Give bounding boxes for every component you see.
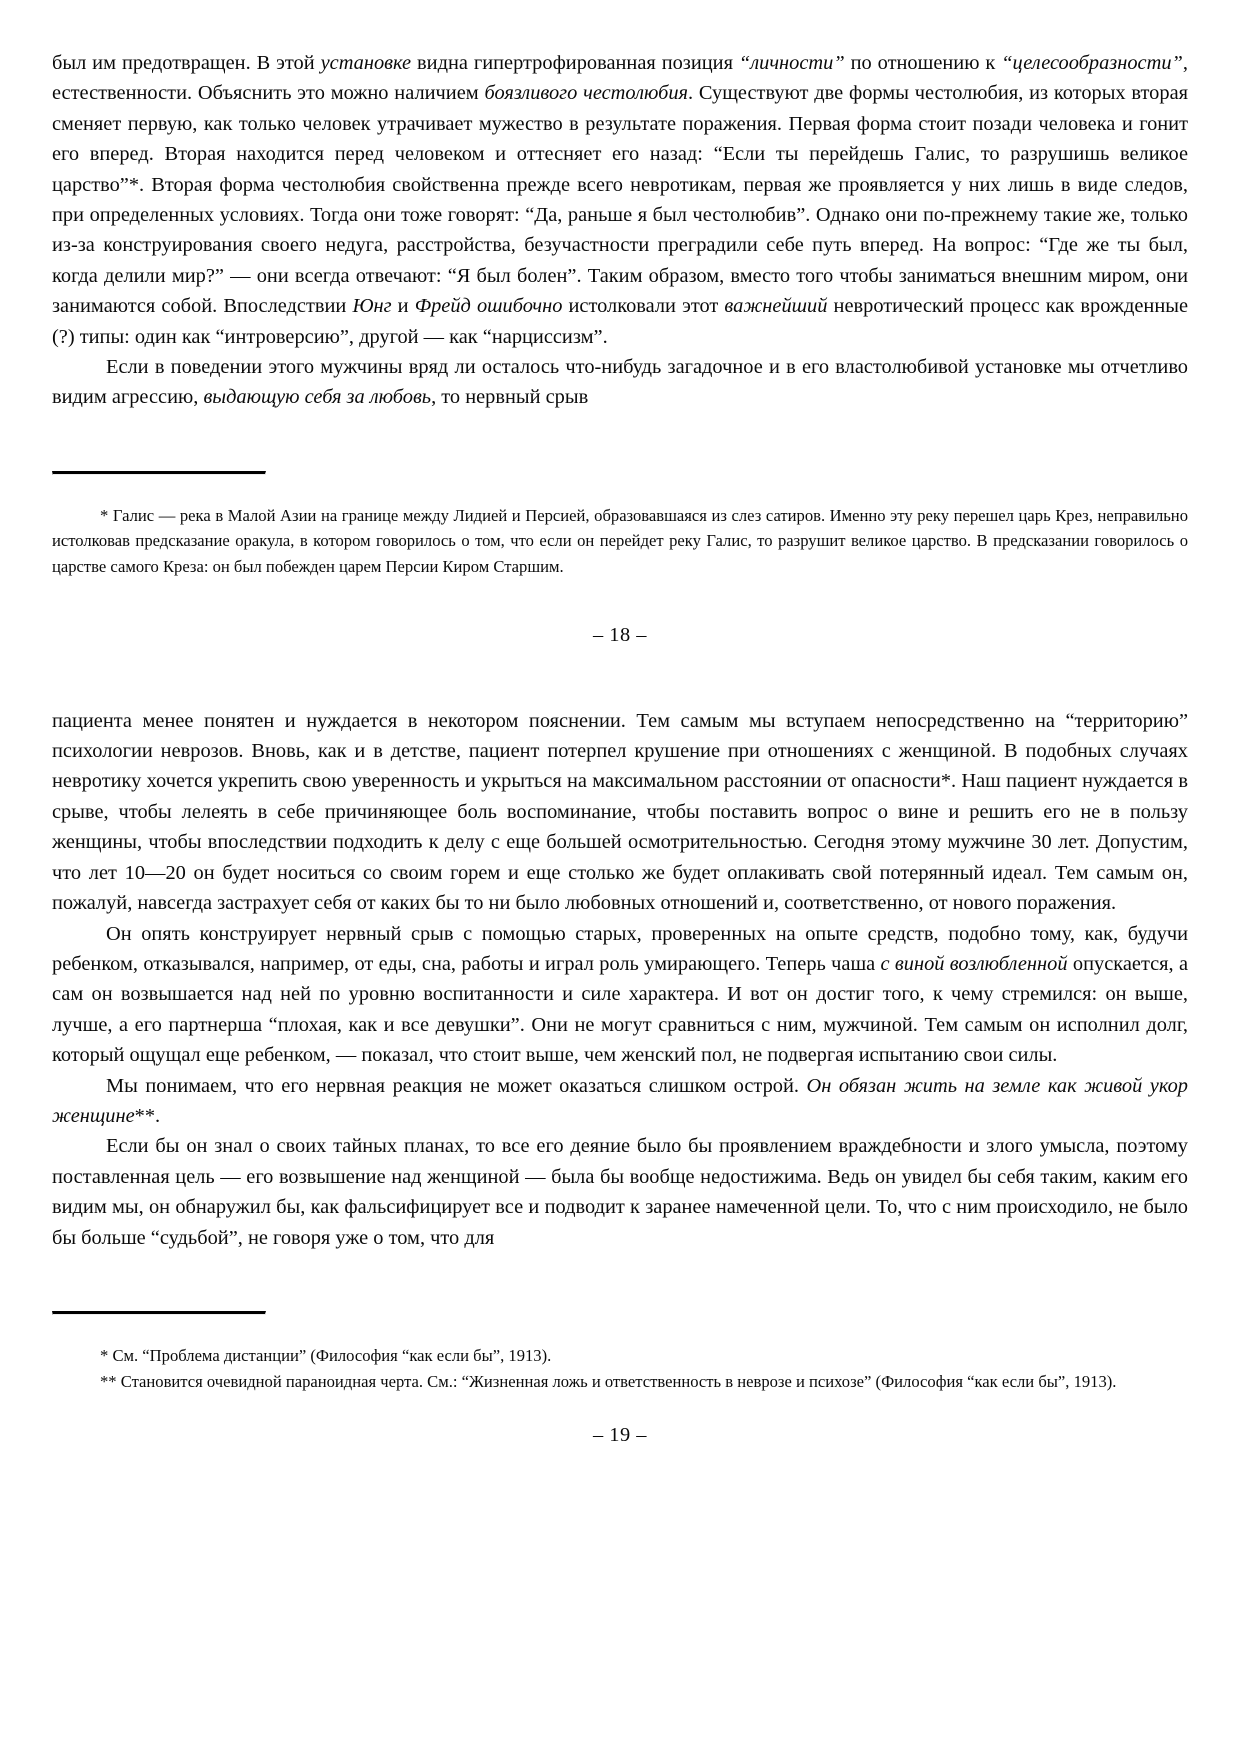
emphasis-run: “целесообразности”: [1001, 52, 1183, 74]
footnote-item: * Галис — река в Малой Азии на границе между Лидией и Персией, образовавшаяся из слез сатиров. Именно эту реку перешел царь Крез, неправильно истолковав предсказание оракула, в котором говорилось о том, что если он перейдет реку Галис, то разрушит великое царство. В предсказании говорилось о царстве самого Креза: он был побежден царем Персии Киром Старшим.: [52, 505, 1188, 577]
text-run: , естественности. Объяснить это можно наличием: [52, 52, 1188, 105]
page-number: – 18 –: [593, 623, 647, 646]
spacer: [52, 648, 1188, 706]
paragraph: [52, 706, 1188, 919]
emphasis-run: Юнг: [352, 295, 392, 318]
spacer: [52, 1315, 1188, 1343]
spacer: [52, 475, 1188, 503]
page-18-section: [52, 48, 1188, 648]
page-19-section: [52, 706, 1188, 1449]
paragraph: [52, 48, 1188, 352]
text-run: невротический процесс как врожденные (?) типы: один как “интроверсию”, другой — как “нарциссизм”.: [52, 295, 1188, 348]
emphasis-run: боязливого честолюбия: [484, 82, 689, 105]
emphasis-run: Он обязан жить на земле как живой укор женщине: [52, 1074, 1188, 1127]
page-content-column: [52, 48, 1188, 1448]
text-run: опускается, а сам он возвышается над ней по уровню воспитанности и силе характера. И вот он достиг того, к чему стремился: он выше, лучше, а его партнерша “плохая, как и все девушки”. Они не могут сравниться с ним, мужчиной. Тем самым он исполнил долг, который ощущал еще ребенком, — показал, что стоит выше, чем женский пол, не подвергая испытанию свои силы.: [52, 952, 1189, 1067]
emphasis-run: с виной возлюбленной: [880, 952, 1068, 975]
footnote-item: * См. “Проблема дистанции” (Философия “как если бы”, 1913).: [100, 1345, 552, 1365]
emphasis-run: Фрейд ошибочно: [414, 295, 563, 318]
footnote-item: ** Становится очевидной параноидная черта. См.: “Жизненная ложь и ответственность в неврозе и психозе” (Философия “как если бы”, 1913).: [100, 1371, 1117, 1391]
text-run: **.: [134, 1104, 161, 1127]
spacer: [52, 580, 1188, 622]
emphasis-run: “личности”: [738, 52, 845, 74]
text-run: истолковали этот: [562, 295, 725, 318]
text-run: Если в поведении этого мужчины вряд ли осталось что-нибудь загадочное и в его властолюбивой установке мы отчетливо видим агрессию,: [52, 356, 1188, 409]
text-run: Если бы он знал о своих тайных планах, то все его деяние было бы проявлением враждебности и злого умысла, поэтому поставленная цель — его возвышение над женщиной — была бы вообще недостижима. Ведь он увидел бы себя таким, каким его видим мы, он обнаружил бы, как фальсифицирует все и подводит к заранее намеченной цели. То, что с ним происходило, не было бы больше “судьбой”, не говоря уже о том, что для: [52, 1135, 1188, 1249]
text-run: Он опять конструирует нервный срыв с помощью старых, проверенных на опыте средств, подобно тому, как, будучи ребенком, отказывался, например, от еды, сна, работы и играл роль умирающего. Теперь чаша: [52, 922, 1188, 975]
spacer: [52, 1253, 1188, 1311]
text-run: . Существуют две формы честолюбия, из которых вторая сменяет первую, как только человек утрачивает мужество в результате поражения. Первая форма стоит позади человека и гонит его вперед. Вторая находится перед человеком и оттесняет его назад: “Если ты перейдешь Галис, то разрушишь великое царство”*. Вторая форма честолюбия свойственна прежде всего невротикам, первая же проявляется у них лишь в виде следов, при определенных условиях. Тогда они тоже говорят: “Да, раньше я был честолюбив”. Однако они по-прежнему такие же, только из-за конструирования своего недуга, расстройства, безучастности преградили себе путь вперед. На вопрос: “Где же ты был, когда делили мир?” — они всегда отвечают: “Я был болен”. Таким образом, вместо того чтобы заниматься внешним миром, они занимаются собой. Впоследствии: [52, 82, 1188, 318]
text-run: пациента менее понятен и нуждается в некотором пояснении. Тем самым мы вступаем непосредственно на “территорию” психологии неврозов. Вновь, как и в детстве, пациент потерпел крушение при отношениях с женщиной. В подобных случаях невротику хочется укрепить свою уверенность и укрыться на максимальном расстоянии от опасности*. Наш пациент нуждается в срыве, чтобы лелеять в себе причиняющее боль воспоминание, чтобы поставить вопрос о вине и решить его не в пользу женщины, чтобы впоследствии подходить к делу с еще большей осмотрительностью. Сегодня этому мужчине 30 лет. Допустим, что лет 10—20 он будет носиться со своим горем и еще столько же будет оплакивать свой потерянный идеал. Тем самым он, пожалуй, навсегда застрахует себя от каких бы то ни было любовных отношений и, соответственно, от нового поражения.: [52, 709, 1188, 915]
text-run: , то нервный срыв: [431, 386, 589, 409]
text-run: был им предотвращен. В этой: [52, 52, 321, 74]
footnote-block: [52, 503, 1188, 580]
spacer: [52, 413, 1188, 471]
spacer: [52, 1394, 1188, 1422]
emphasis-run: важнейший: [724, 295, 828, 318]
emphasis-run: установке: [320, 52, 412, 74]
emphasis-run: выдающую себя за любовь: [203, 386, 432, 409]
paragraph: [52, 1071, 1188, 1132]
page-number: – 19 –: [593, 1424, 647, 1447]
text-run: Мы понимаем, что его нервная реакция не может оказаться слишком острой.: [106, 1074, 807, 1097]
paragraph: [52, 919, 1188, 1071]
text-run: и: [391, 295, 415, 318]
text-run: по отношению к: [844, 52, 1002, 74]
paragraph: [52, 352, 1188, 413]
footnote-block: [52, 1343, 1188, 1394]
paragraph: [52, 1131, 1188, 1253]
text-run: видна гипертрофированная позиция: [411, 52, 739, 74]
